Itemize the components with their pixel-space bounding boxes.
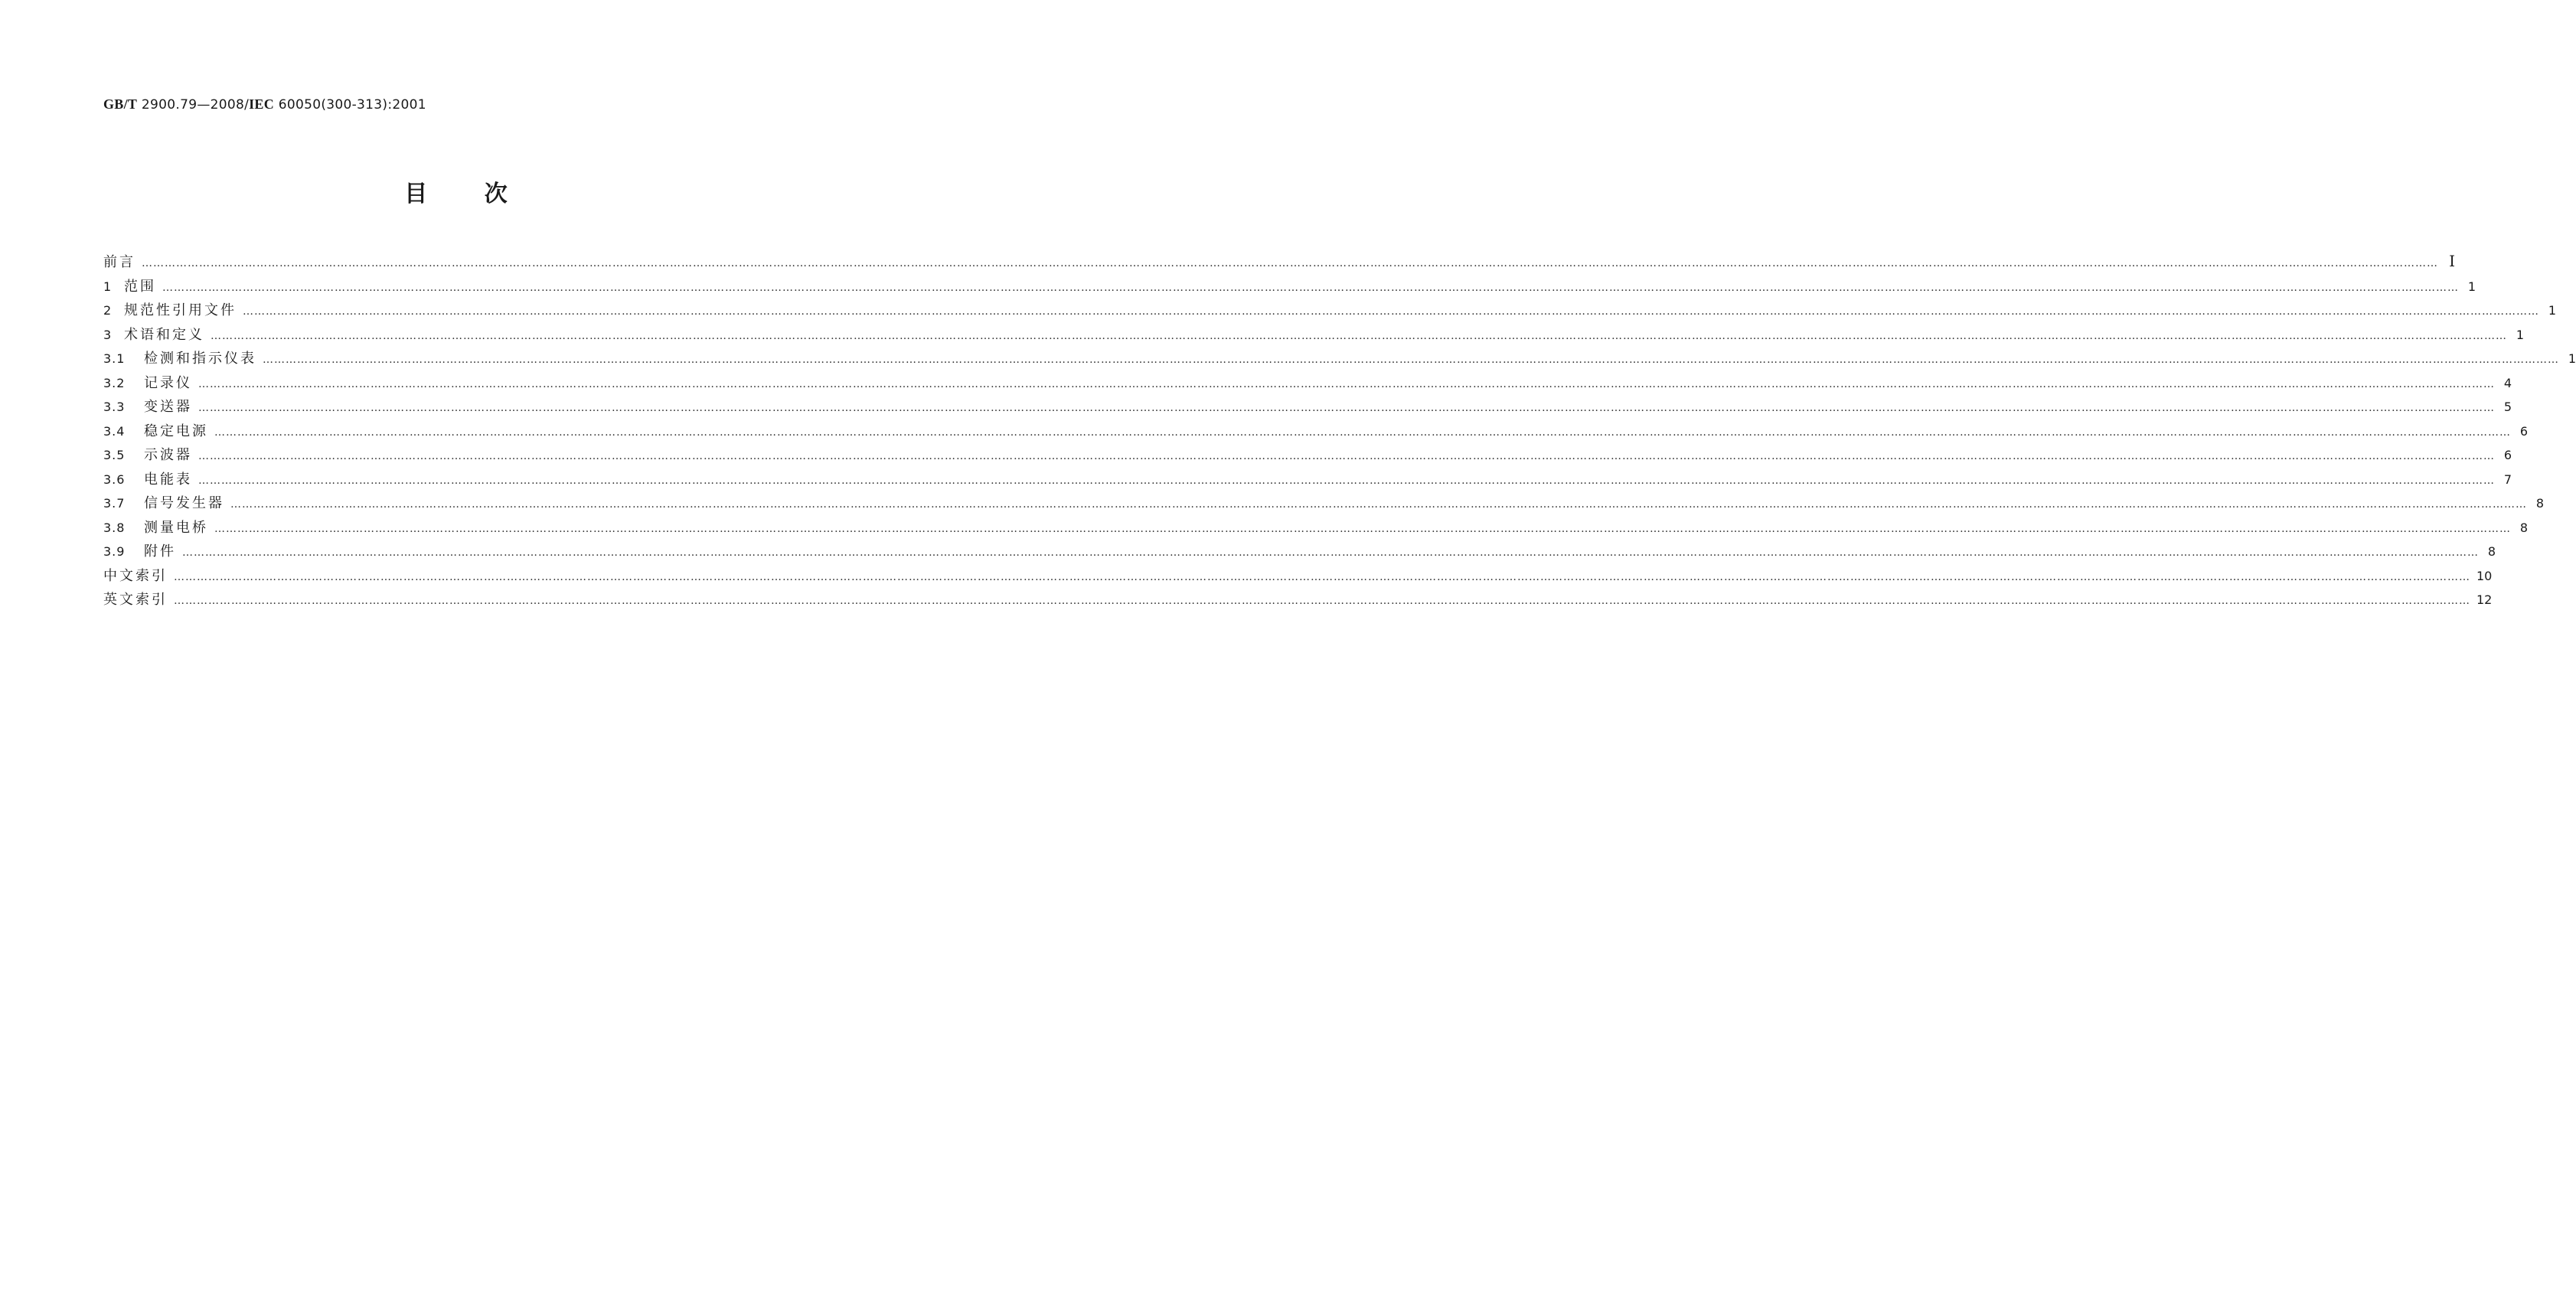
toc-leader-dots: …………………………………………………………………………………………………………………………………………………………………………………………………………………………………………………………………………………………………………………………………………………………………………………………………………………………………………………………………………………………………………………………………………………… xyxy=(182,547,2479,559)
toc-entry[interactable] xyxy=(103,275,2476,299)
toc-entry-page: 1 xyxy=(2568,351,2576,366)
toc-entry-number: 3.8 xyxy=(103,520,126,535)
toc-entry-page: 1 xyxy=(2516,327,2524,342)
standard-number: 2900.79—2008/ xyxy=(137,97,250,113)
toc-entry-label: 规范性引用文件 xyxy=(124,302,237,318)
toc-entry-label: 示波器 xyxy=(144,447,192,463)
toc-entry-page: 1 xyxy=(2467,279,2476,294)
toc-leader-dots: …………………………………………………………………………………………………………………………………………………………………………………………………………………………………………………………………………………………………………………………………………………………………………………………………………………………………………………………………………………………………………………………………………………… xyxy=(198,450,2495,462)
toc-entry-label: 信号发生器 xyxy=(144,495,224,511)
toc-entry-number: 3.6 xyxy=(103,472,126,487)
toc-entry[interactable] xyxy=(103,371,2512,396)
toc-entry-page: 8 xyxy=(2487,544,2496,559)
toc-entry[interactable] xyxy=(103,443,2512,468)
iec-prefix: IEC xyxy=(249,96,275,112)
toc-entry-number: 3.2 xyxy=(103,375,126,390)
toc-entry-page: 8 xyxy=(2519,520,2528,535)
toc-entry-label: 电能表 xyxy=(144,471,192,488)
toc-entry-label: 附件 xyxy=(144,543,176,560)
toc-entry-label: 英文索引 xyxy=(103,592,168,608)
toc-entry-label: 范围 xyxy=(124,278,156,295)
toc-entry-label: 稳定电源 xyxy=(144,423,208,439)
toc-entry-page: 6 xyxy=(2503,448,2512,462)
toc-entry[interactable] xyxy=(103,564,2493,589)
toc-entry-page: 12 xyxy=(2476,592,2493,607)
toc-entry[interactable] xyxy=(103,588,2493,612)
toc-entry-page: 7 xyxy=(2503,472,2512,487)
toc-entry-page: 1 xyxy=(2548,303,2556,318)
toc-entry-page: 8 xyxy=(2535,496,2544,511)
toc-entry-number: 3.3 xyxy=(103,400,126,414)
toc-entry[interactable] xyxy=(103,540,2496,564)
toc-entry[interactable] xyxy=(103,419,2528,444)
toc-leader-dots: …………………………………………………………………………………………………………………………………………………………………………………………………………………………………………………………………………………………………………………………………………………………………………………………………………………………………………………………………………………………………………………………………………………… xyxy=(214,426,2511,439)
toc-leader-dots: …………………………………………………………………………………………………………………………………………………………………………………………………………………………………………………………………………………………………………………………………………………………………………………………………………………………………………………………………………………………………………………………………………………… xyxy=(211,329,2507,342)
toc-entry-number: 2 xyxy=(103,303,113,318)
iec-number: 60050(300-313):2001 xyxy=(274,97,426,113)
standard-header xyxy=(103,96,426,113)
toc-leader-dots: …………………………………………………………………………………………………………………………………………………………………………………………………………………………………………………………………………………………………………………………………………………………………………………………………………………………………………………………………………………………………………………………………………………… xyxy=(243,305,2539,318)
toc-leader-dots: …………………………………………………………………………………………………………………………………………………………………………………………………………………………………………………………………………………………………………………………………………………………………………………………………………………………………………………………………………………………………………………………………………………… xyxy=(263,354,2559,366)
toc-entry-page: 10 xyxy=(2476,568,2493,583)
toc-entry[interactable] xyxy=(103,323,2524,348)
toc-entry-page: 6 xyxy=(2519,423,2528,439)
toc-entry-number: 3 xyxy=(103,327,113,342)
toc-entry-page: 5 xyxy=(2503,400,2512,414)
toc-leader-dots: …………………………………………………………………………………………………………………………………………………………………………………………………………………………………………………………………………………………………………………………………………………………………………………………………………………………………………………………………………………………………………………………………………………… xyxy=(142,257,2438,269)
toc-entry[interactable] xyxy=(103,468,2512,492)
table-of-contents xyxy=(103,250,2576,612)
toc-entry-label: 前言 xyxy=(103,254,135,270)
toc-entry-number: 3.7 xyxy=(103,496,126,511)
toc-leader-dots: …………………………………………………………………………………………………………………………………………………………………………………………………………………………………………………………………………………………………………………………………………………………………………………………………………………………………………………………………………………………………………………………………………………… xyxy=(174,570,2470,583)
toc-leader-dots: …………………………………………………………………………………………………………………………………………………………………………………………………………………………………………………………………………………………………………………………………………………………………………………………………………………………………………………………………………………………………………………………………………………… xyxy=(198,402,2495,414)
standard-prefix: GB/T xyxy=(103,96,138,112)
toc-entry[interactable] xyxy=(103,250,2455,275)
toc-entry-label: 术语和定义 xyxy=(124,326,204,343)
toc-entry[interactable] xyxy=(103,491,2544,516)
toc-entry-label: 记录仪 xyxy=(144,374,192,391)
toc-leader-dots: …………………………………………………………………………………………………………………………………………………………………………………………………………………………………………………………………………………………………………………………………………………………………………………………………………………………………………………………………………………………………………………………………………………… xyxy=(214,522,2511,535)
toc-leader-dots: …………………………………………………………………………………………………………………………………………………………………………………………………………………………………………………………………………………………………………………………………………………………………………………………………………………………………………………………………………………………………………………………………………………… xyxy=(230,498,2527,511)
toc-leader-dots: …………………………………………………………………………………………………………………………………………………………………………………………………………………………………………………………………………………………………………………………………………………………………………………………………………………………………………………………………………………………………………………………………………………… xyxy=(162,281,2459,294)
toc-entry[interactable] xyxy=(103,395,2512,419)
toc-entry[interactable] xyxy=(103,516,2528,540)
toc-entry[interactable] xyxy=(103,347,2576,371)
toc-entry-number: 3.4 xyxy=(103,423,126,439)
toc-entry-page: Ⅰ xyxy=(2449,253,2455,270)
toc-leader-dots: …………………………………………………………………………………………………………………………………………………………………………………………………………………………………………………………………………………………………………………………………………………………………………………………………………………………………………………………………………………………………………………………………………………… xyxy=(198,377,2495,390)
toc-entry-label: 测量电桥 xyxy=(144,519,208,536)
toc-entry[interactable] xyxy=(103,299,2556,323)
toc-entry-label: 中文索引 xyxy=(103,567,168,584)
toc-entry-label: 变送器 xyxy=(144,399,192,415)
page-title: 目 次 xyxy=(404,181,508,207)
toc-entry-number: 3.5 xyxy=(103,448,126,462)
toc-entry-number: 3.1 xyxy=(103,351,126,366)
toc-entry-page: 4 xyxy=(2503,375,2512,390)
toc-leader-dots: …………………………………………………………………………………………………………………………………………………………………………………………………………………………………………………………………………………………………………………………………………………………………………………………………………………………………………………………………………………………………………………………………………………… xyxy=(198,474,2495,487)
toc-entry-label: 检测和指示仪表 xyxy=(144,351,256,367)
toc-entry-number: 1 xyxy=(103,279,113,294)
toc-entry-number: 3.9 xyxy=(103,544,126,559)
toc-leader-dots: …………………………………………………………………………………………………………………………………………………………………………………………………………………………………………………………………………………………………………………………………………………………………………………………………………………………………………………………………………………………………………………………………………………… xyxy=(174,595,2470,607)
